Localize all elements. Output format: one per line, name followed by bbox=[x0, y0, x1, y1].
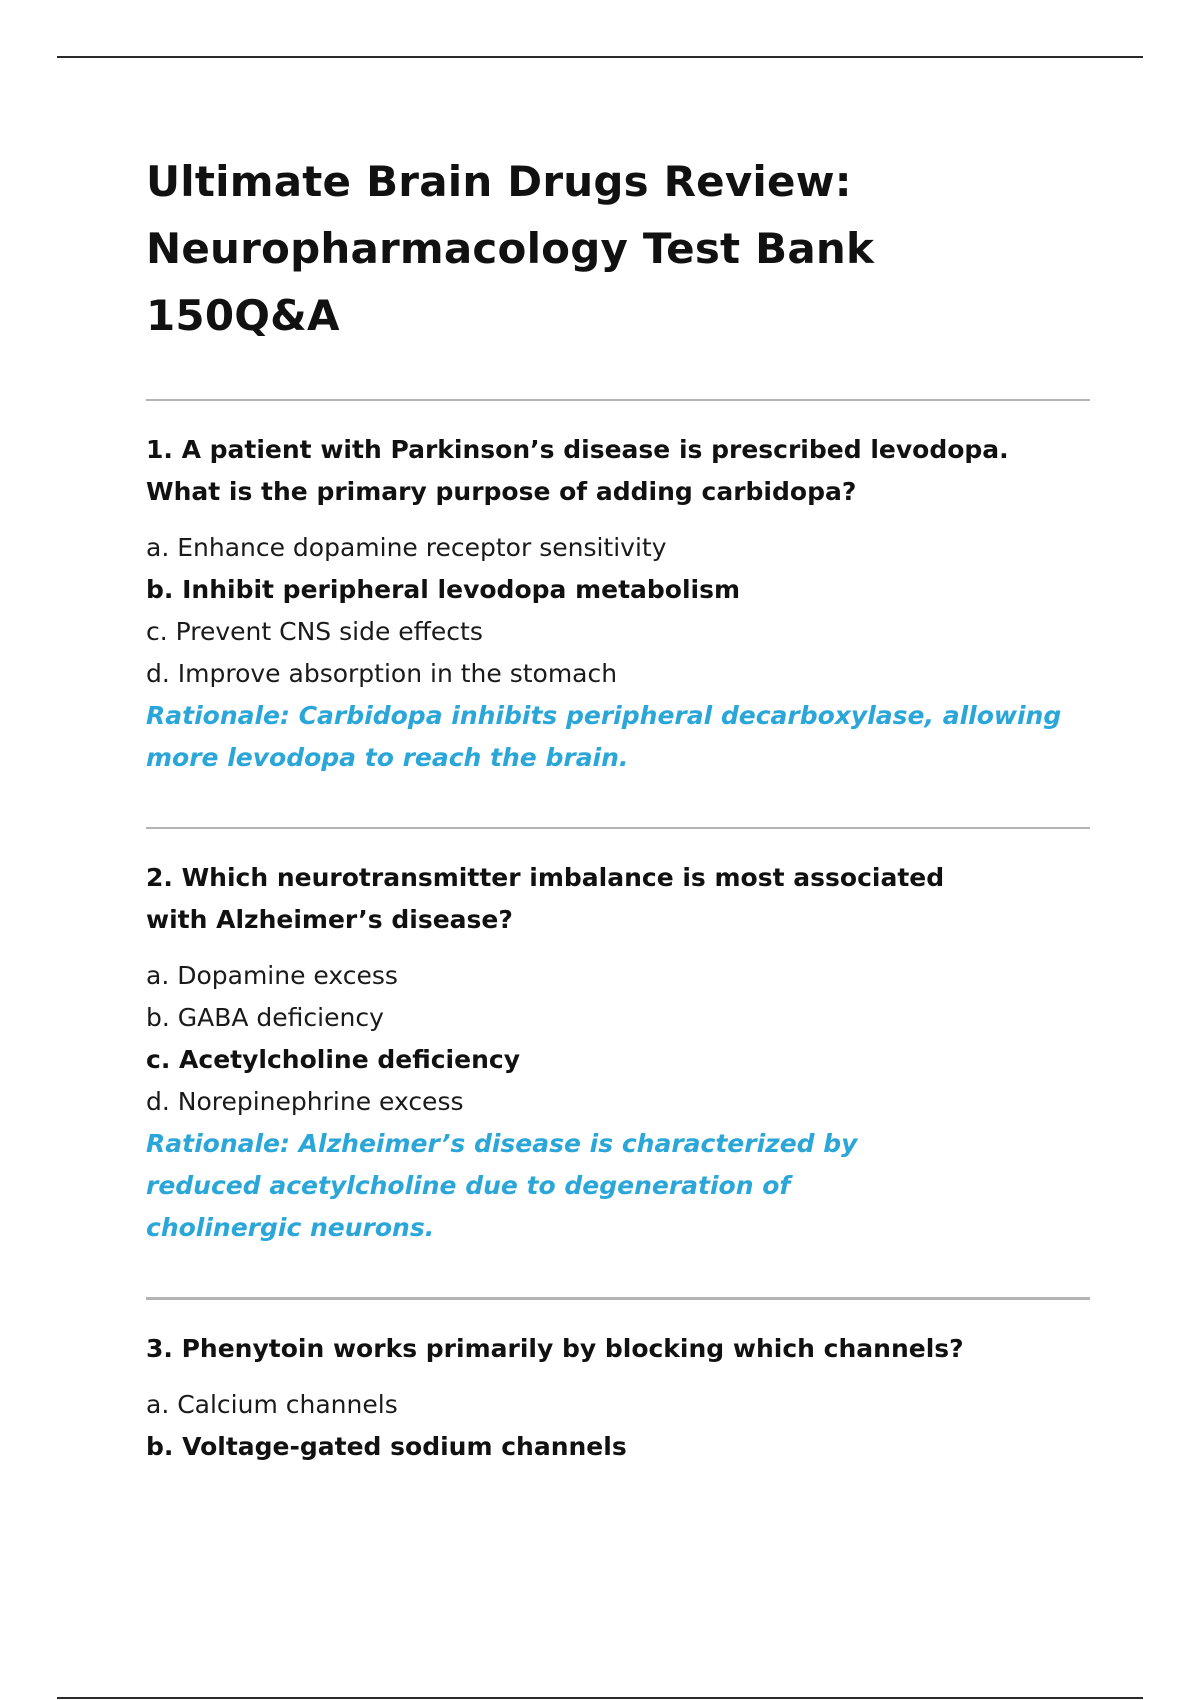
document-title bbox=[146, 148, 1090, 349]
option-d: d. Norepinephrine excess bbox=[146, 1087, 464, 1116]
option-a: a. Dopamine excess bbox=[146, 961, 398, 990]
answer-options bbox=[146, 1384, 1090, 1468]
option-b: b. GABA deficiency bbox=[146, 1003, 384, 1032]
spacer bbox=[146, 1249, 1090, 1297]
spacer bbox=[146, 779, 1090, 827]
page-top-rule bbox=[57, 56, 1143, 58]
rationale: Rationale: Alzheimer’s disease is characterized by reduced acetylcholine due to degeneration of cholinergic neurons. bbox=[146, 1129, 858, 1242]
option-d: d. Improve absorption in the stomach bbox=[146, 659, 618, 688]
question-text: 2. Which neurotransmitter imbalance is most associated with Alzheimer’s disease? bbox=[146, 863, 945, 934]
question-3 bbox=[146, 1300, 1090, 1468]
question-text: 1. A patient with Parkinson’s disease is prescribed levodopa. What is the primary purpose of adding carbidopa? bbox=[146, 435, 1009, 506]
page-bottom-rule bbox=[57, 1697, 1143, 1699]
option-a: a. Enhance dopamine receptor sensitivity bbox=[146, 533, 667, 562]
document-body bbox=[146, 148, 1090, 1468]
answer-options bbox=[146, 527, 1090, 779]
title-line-3: 150Q&A bbox=[146, 291, 340, 340]
option-b-correct: b. Voltage-gated sodium channels bbox=[146, 1432, 627, 1461]
title-line-1: Ultimate Brain Drugs Review: bbox=[146, 157, 852, 206]
answer-options bbox=[146, 955, 1090, 1249]
question-text: 3. Phenytoin works primarily by blocking which channels? bbox=[146, 1334, 964, 1363]
option-a: a. Calcium channels bbox=[146, 1390, 398, 1419]
rationale: Rationale: Carbidopa inhibits peripheral decarboxylase, allowing more levodopa to reach the brain. bbox=[146, 701, 1062, 772]
option-b-correct: b. Inhibit peripheral levodopa metabolism bbox=[146, 575, 741, 604]
question-2 bbox=[146, 829, 1090, 1249]
question-1 bbox=[146, 401, 1090, 779]
option-c-correct: c. Acetylcholine deficiency bbox=[146, 1045, 520, 1074]
option-c: c. Prevent CNS side effects bbox=[146, 617, 483, 646]
title-line-2: Neuropharmacology Test Bank bbox=[146, 224, 875, 273]
